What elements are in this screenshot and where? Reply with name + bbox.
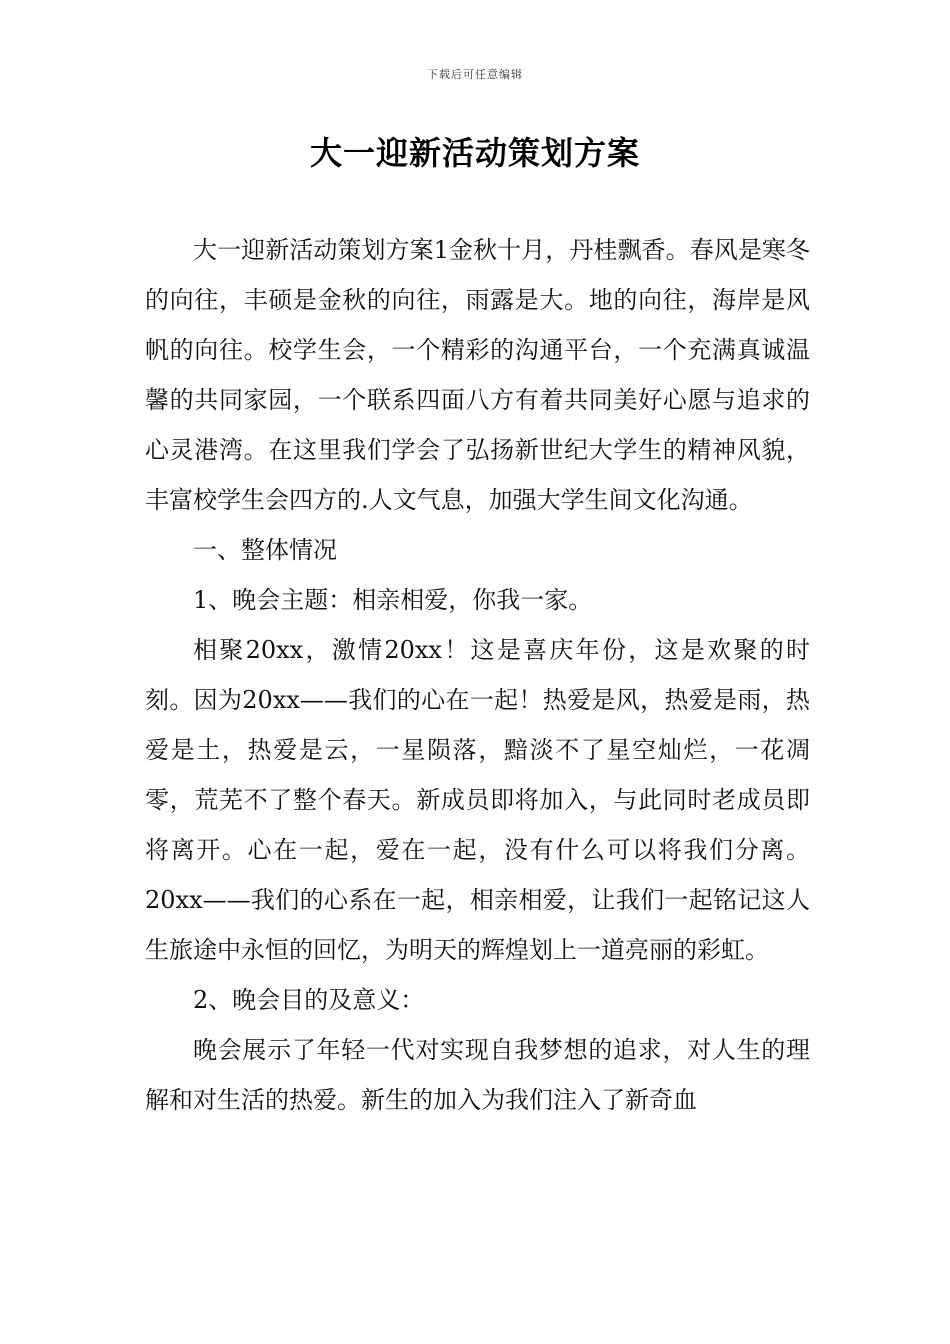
- header-note: 下载后可任意编辑: [427, 68, 523, 81]
- paragraph-purpose-description: 晚会展示了年轻一代对实现自我梦想的追求，对人生的理解和对生活的热爱。新生的加入为我们注入了新奇血: [145, 1036, 810, 1114]
- item-theme: 1、晚会主题：相亲相爱，你我一家。: [193, 586, 593, 614]
- item-purpose: 2、晚会目的及意义：: [193, 986, 425, 1014]
- section-heading-overview: 一、整体情况: [193, 536, 337, 564]
- document-body: [145, 225, 810, 1125]
- document-title: 大一迎新活动策划方案: [309, 134, 640, 172]
- paragraph-intro: 大一迎新活动策划方案1金秋十月，丹桂飘香。春风是寒冬的向往，丰硕是金秋的向往，雨露是大。地的向往，海岸是风帆的向往。校学生会，一个精彩的沟通平台，一个充满真诚温馨的共同家园，一个联系四面八方有着共同美好心愿与追求的心灵港湾。在这里我们学会了弘扬新世纪大学生的精神风貌，丰富校学生会四方的.人文气息，加强大学生间文化沟通。: [145, 236, 810, 514]
- paragraph-theme-description: 相聚20xx，激情20xx！这是喜庆年份，这是欢聚的时刻。因为20xx——我们的心在一起！热爱是风，热爱是雨，热爱是土，热爱是云，一星陨落，黯淡不了星空灿烂，一花凋零，荒芜不了整个春天。新成员即将加入，与此同时老成员即将离开。心在一起，爱在一起，没有什么可以将我们分离。20xx——我们的心系在一起，相亲相爱，让我们一起铭记这人生旅途中永恒的回忆，为明天的辉煌划上一道亮丽的彩虹。: [145, 636, 810, 964]
